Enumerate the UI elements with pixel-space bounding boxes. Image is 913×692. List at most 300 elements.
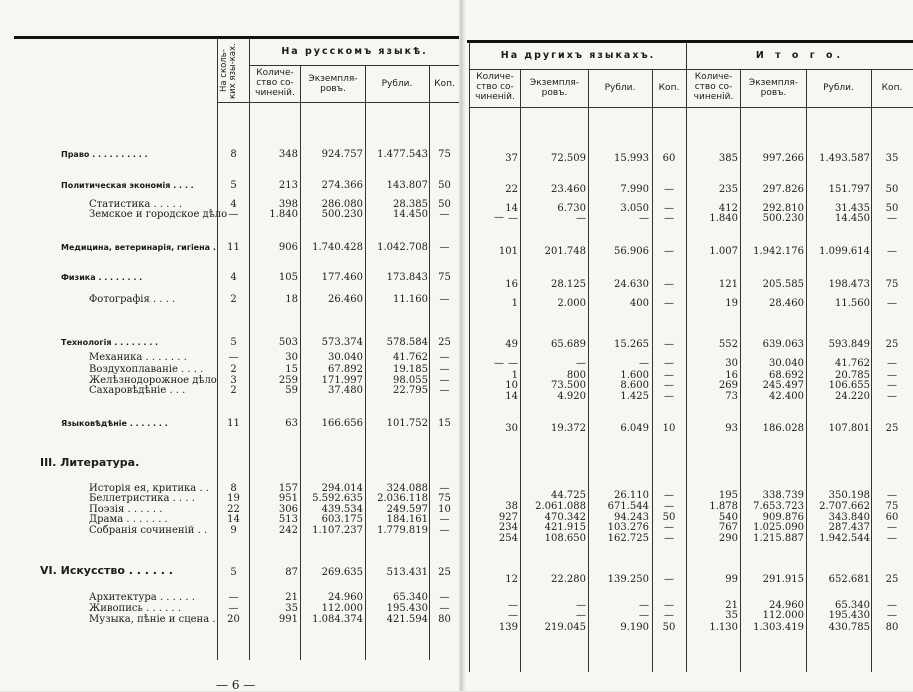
- left-header-subrule: [249, 65, 459, 66]
- other-kop-cell: —: [664, 490, 674, 501]
- page-number: — 6 —: [216, 678, 256, 692]
- total-rub-cell: 24.220: [835, 391, 870, 402]
- other-count-cell: 12: [505, 574, 518, 585]
- other-count-cell: 30: [505, 423, 518, 434]
- total-count-cell: 540: [718, 512, 738, 523]
- ru-count-cell: 157: [278, 483, 298, 494]
- ru-kop-cell: 50: [438, 199, 451, 210]
- row-label: Беллетристика . . . .: [89, 493, 195, 504]
- other-rub-cell: —: [639, 600, 649, 611]
- total-count-cell: 290: [718, 533, 738, 544]
- total-count-cell: 269: [718, 380, 738, 391]
- total-kop-cell: —: [887, 246, 897, 257]
- ru-kop-cell: —: [439, 385, 450, 396]
- other-count-cell: 10: [505, 380, 518, 391]
- total-copies-cell: 30.040: [769, 358, 804, 369]
- ru-kop-cell: 25: [438, 567, 451, 578]
- other-copies-cell: —: [576, 213, 586, 224]
- total-kop-cell: —: [887, 213, 897, 224]
- ru-kop-cell: 75: [438, 149, 451, 160]
- row-label: Право . . . . . . . . . .: [61, 150, 148, 159]
- total-kop-cell: 35: [885, 153, 899, 164]
- ru-kop-cell: 25: [438, 337, 451, 348]
- ru-kop-cell: 15: [438, 418, 451, 429]
- other-kop-cell: —: [664, 574, 674, 585]
- total-count-cell: 235: [718, 184, 738, 195]
- lang-count-cell: 22: [227, 504, 240, 515]
- russian-group-header: На русскомъ языкѣ.: [281, 46, 428, 57]
- ru-rub-cell: 173.843: [386, 272, 428, 283]
- ru-copies-cell: 177.460: [321, 272, 363, 283]
- total-rub-cell: 106.655: [828, 380, 870, 391]
- lang-count-cell: 5: [230, 567, 237, 578]
- lang-count-cell: 14: [227, 514, 240, 525]
- other-kop-cell: —: [664, 246, 674, 257]
- ru-copies-cell: 1.740.428: [312, 242, 363, 253]
- total-rub-cell: 350.198: [828, 490, 870, 501]
- total-count-cell: 1.878: [709, 501, 738, 512]
- ru-count-cell: 951: [278, 493, 298, 504]
- total-count-cell: 16: [725, 370, 738, 381]
- other-kop-cell: —: [664, 339, 674, 350]
- other-copies-cell: 219.045: [544, 622, 586, 633]
- ru-rub-cell: 1.779.819: [377, 525, 428, 536]
- row-label: Фотографія . . . .: [89, 294, 176, 305]
- lang-count-cell: —: [228, 352, 239, 363]
- ru-count-cell: 105: [278, 272, 298, 283]
- ru-copies-cell: 286.080: [321, 199, 363, 210]
- row-label: Собранія сочиненій . .: [89, 525, 208, 536]
- total-count-cell: 552: [718, 339, 738, 350]
- ru-count-cell: 213: [278, 180, 298, 191]
- total-count-cell: 35: [725, 610, 738, 621]
- total-kop-cell: 25: [885, 574, 899, 585]
- row-label: VI. Искусство . . . . . .: [40, 564, 173, 577]
- ru-rub-cell: 1.477.543: [377, 149, 428, 160]
- ru-count-cell: 30: [285, 352, 298, 363]
- other-kop-cell: —: [664, 610, 674, 621]
- ru-count-cell: 503: [278, 337, 298, 348]
- other-rub-cell: 1.600: [620, 370, 649, 381]
- total-copies-cell: 292.810: [762, 203, 804, 214]
- total-rub-cell: 107.801: [828, 423, 870, 434]
- total-kop-cell: —: [887, 391, 897, 402]
- other-kop-cell: —: [664, 533, 674, 544]
- other-rub-cell: —: [639, 213, 649, 224]
- total-copies-cell: 639.063: [762, 339, 804, 350]
- row-label: Языковѣдѣніе . . . . . . .: [61, 419, 168, 428]
- other-count-cell: 1: [511, 370, 518, 381]
- total-rub-cell: 1.493.587: [819, 153, 870, 164]
- other-count-cell: 49: [505, 339, 518, 350]
- row-label: Сахаровѣдѣніе . . .: [89, 385, 186, 396]
- total-rub-cell: 41.762: [835, 358, 870, 369]
- other-copies-cell: 65.689: [551, 339, 586, 350]
- other-kop-cell: —: [664, 370, 674, 381]
- row-label: Механика . . . . . . .: [89, 352, 187, 363]
- ru-count-cell: 398: [278, 199, 298, 210]
- total-rub-cell: 65.340: [835, 600, 870, 611]
- o-col-copies: Экземпля-ровъ.: [529, 78, 580, 98]
- other-rub-cell: 8.600: [620, 380, 649, 391]
- total-kop-cell: 75: [885, 501, 899, 512]
- other-count-cell: 16: [505, 279, 518, 290]
- total-kop-cell: —: [887, 610, 897, 621]
- other-copies-cell: —: [576, 600, 586, 611]
- other-copies-cell: 201.748: [544, 246, 586, 257]
- ru-rub-cell: 421.594: [386, 614, 428, 625]
- total-rub-cell: 2.707.662: [819, 501, 870, 512]
- total-kop-cell: —: [887, 490, 897, 501]
- other-copies-cell: 28.125: [551, 279, 586, 290]
- other-count-cell: 14: [505, 203, 518, 214]
- total-copies-cell: 997.266: [762, 153, 804, 164]
- ru-copies-cell: 37.480: [328, 385, 363, 396]
- right-divider-total: [686, 42, 687, 672]
- ru-count-cell: 35: [285, 603, 298, 614]
- other-count-cell: 101: [498, 246, 518, 257]
- lang-count-cell: 2: [230, 385, 237, 396]
- other-rub-cell: —: [639, 358, 649, 369]
- other-rub-cell: 1.425: [620, 391, 649, 402]
- total-rub-cell: 593.849: [828, 339, 870, 350]
- other-rub-cell: 24.630: [614, 279, 649, 290]
- ru-kop-cell: —: [439, 514, 450, 525]
- right-header-subrule: [469, 69, 913, 70]
- ru-rub-cell: 143.807: [386, 180, 428, 191]
- other-kop-cell: —: [664, 298, 674, 309]
- ru-kop-cell: —: [439, 352, 450, 363]
- other-group-header: На другихъ языкахъ.: [500, 50, 656, 61]
- other-count-cell: 1: [511, 298, 518, 309]
- ru-count-cell: 63: [285, 418, 298, 429]
- other-copies-cell: 4.920: [557, 391, 586, 402]
- other-kop-cell: —: [664, 184, 674, 195]
- total-copies-cell: 205.585: [762, 279, 804, 290]
- other-rub-cell: 9.190: [620, 622, 649, 633]
- ru-kop-cell: 50: [438, 180, 451, 191]
- total-rub-cell: 195.430: [828, 610, 870, 621]
- other-copies-cell: 108.650: [544, 533, 586, 544]
- total-count-cell: 99: [725, 574, 738, 585]
- total-count-cell: 1.130: [709, 622, 738, 633]
- row-label: Политическая экономія . . . .: [61, 181, 194, 190]
- other-rub-cell: 3.050: [620, 203, 649, 214]
- ru-count-cell: 306: [278, 504, 298, 515]
- lang-count-cell: 5: [230, 337, 237, 348]
- other-kop-cell: —: [664, 600, 674, 611]
- extra-dash-1: —: [494, 358, 504, 369]
- ru-kop-cell: —: [439, 375, 450, 386]
- total-rub-cell: 14.450: [835, 213, 870, 224]
- total-rub-cell: 198.473: [828, 279, 870, 290]
- other-kop-cell: 50: [662, 512, 676, 523]
- ru-count-cell: 259: [278, 375, 298, 386]
- ru-copies-cell: 274.366: [321, 180, 363, 191]
- ru-col-copies: Экземпля-ровъ.: [308, 74, 358, 94]
- ru-copies-cell: 166.656: [321, 418, 363, 429]
- other-rub-cell: 6.049: [620, 423, 649, 434]
- total-count-cell: 21: [725, 600, 738, 611]
- total-copies-cell: 28.460: [769, 298, 804, 309]
- total-copies-cell: 186.028: [762, 423, 804, 434]
- other-kop-cell: 10: [662, 423, 676, 434]
- other-count-cell: —: [508, 358, 518, 369]
- other-rub-cell: 103.276: [607, 522, 649, 533]
- other-copies-cell: 800: [566, 370, 586, 381]
- ru-rub-cell: 22.795: [393, 385, 428, 396]
- total-count-cell: 767: [718, 522, 738, 533]
- t-col-rub: Рубли.: [823, 83, 854, 93]
- lang-count-cell: 11: [227, 242, 240, 253]
- ru-rub-cell: 249.597: [386, 504, 428, 515]
- total-copies-cell: 112.000: [762, 610, 804, 621]
- other-copies-cell: 2.000: [557, 298, 586, 309]
- other-rub-cell: 671.544: [607, 501, 649, 512]
- other-rub-cell: 56.906: [614, 246, 649, 257]
- total-kop-cell: 80: [885, 622, 899, 633]
- total-copies-cell: 297.826: [762, 184, 804, 195]
- total-count-cell: 93: [725, 423, 738, 434]
- ru-rub-cell: 28.385: [393, 199, 428, 210]
- other-copies-cell: 19.372: [551, 423, 586, 434]
- total-rub-cell: 11.560: [835, 298, 870, 309]
- other-rub-cell: 139.250: [607, 574, 649, 585]
- ru-count-cell: 991: [278, 614, 298, 625]
- ru-kop-cell: —: [439, 525, 450, 536]
- ru-kop-cell: —: [439, 603, 450, 614]
- total-copies-cell: 245.497: [762, 380, 804, 391]
- t-col-copies: Экземпля-ровъ.: [748, 78, 799, 98]
- total-kop-cell: 50: [885, 184, 899, 195]
- ru-rub-cell: 1.042.708: [377, 242, 428, 253]
- other-rub-cell: 162.725: [607, 533, 649, 544]
- total-kop-cell: —: [887, 533, 897, 544]
- total-rub-cell: 287.437: [828, 522, 870, 533]
- ru-rub-cell: 11.160: [393, 294, 428, 305]
- other-kop-cell: —: [664, 279, 674, 290]
- ru-copies-cell: 294.014: [321, 483, 363, 494]
- total-rub-cell: 1.942.544: [819, 533, 870, 544]
- ru-count-cell: 18: [285, 294, 298, 305]
- t-col-kop: Коп.: [881, 83, 903, 93]
- total-group-header: И т о г о.: [755, 50, 845, 61]
- total-kop-cell: 25: [885, 423, 899, 434]
- ru-rub-cell: 513.431: [386, 567, 428, 578]
- total-copies-cell: 7.653.723: [753, 501, 804, 512]
- ru-kop-cell: —: [439, 364, 450, 375]
- ru-kop-cell: —: [439, 483, 450, 494]
- ru-count-cell: 21: [285, 592, 298, 603]
- total-count-cell: 121: [718, 279, 738, 290]
- other-kop-cell: —: [664, 391, 674, 402]
- total-kop-cell: —: [887, 380, 897, 391]
- total-kop-cell: 50: [885, 203, 899, 214]
- o-col-rub: Рубли.: [604, 83, 636, 93]
- total-copies-cell: 1.025.090: [753, 522, 804, 533]
- total-copies-cell: 24.960: [769, 600, 804, 611]
- ru-copies-cell: 924.757: [321, 149, 363, 160]
- other-copies-cell: 73.500: [551, 380, 586, 391]
- row-label: Медицина, ветеринарія, гигіена .: [61, 243, 216, 252]
- row-label: Драма . . . . . . .: [89, 514, 168, 525]
- other-copies-cell: 6.730: [557, 203, 586, 214]
- other-count-cell: —: [508, 600, 518, 611]
- ru-col-kop: Коп.: [434, 79, 455, 89]
- ru-copies-cell: 5.592.635: [312, 493, 363, 504]
- other-count-cell: 22: [505, 184, 518, 195]
- ru-count-cell: 513: [278, 514, 298, 525]
- ru-rub-cell: 2.036.118: [377, 493, 428, 504]
- extra-dash-2: —: [494, 212, 504, 223]
- total-copies-cell: 500.230: [762, 213, 804, 224]
- ru-copies-cell: 573.374: [321, 337, 363, 348]
- other-kop-cell: —: [664, 213, 674, 224]
- other-rub-cell: 15.265: [614, 339, 649, 350]
- lang-count-cell: 4: [230, 199, 237, 210]
- total-copies-cell: 1.303.419: [753, 622, 804, 633]
- total-rub-cell: 1.099.614: [819, 246, 870, 257]
- ru-kop-cell: 75: [438, 272, 451, 283]
- ru-col-rub: Рубли.: [381, 79, 413, 89]
- ru-count-cell: 348: [278, 149, 298, 160]
- left-top-rule: [14, 36, 459, 39]
- total-count-cell: 385: [718, 153, 738, 164]
- other-count-cell: 254: [498, 533, 518, 544]
- other-kop-cell: —: [664, 380, 674, 391]
- total-copies-cell: 68.692: [769, 370, 804, 381]
- ru-rub-cell: 65.340: [393, 592, 428, 603]
- other-count-cell: —: [508, 610, 518, 621]
- ru-count-cell: 242: [278, 525, 298, 536]
- total-kop-cell: —: [887, 298, 897, 309]
- ru-copies-cell: 1.107.237: [312, 525, 363, 536]
- row-label: Технологія . . . . . . . .: [61, 338, 159, 347]
- total-kop-cell: 75: [885, 279, 899, 290]
- total-kop-cell: —: [887, 358, 897, 369]
- total-copies-cell: 291.915: [762, 574, 804, 585]
- total-count-cell: 195: [718, 490, 738, 501]
- ru-count-cell: 906: [278, 242, 298, 253]
- total-kop-cell: —: [887, 600, 897, 611]
- other-rub-cell: 400: [629, 298, 649, 309]
- t-col-count: Количе-ство со-чиненій.: [693, 72, 734, 102]
- total-copies-cell: 1.942.176: [753, 246, 804, 257]
- other-count-cell: 139: [498, 622, 518, 633]
- ru-rub-cell: 324.088: [386, 483, 428, 494]
- total-rub-cell: 151.797: [828, 184, 870, 195]
- right-divider-left: [469, 42, 470, 672]
- ru-copies-cell: 26.460: [328, 294, 363, 305]
- total-rub-cell: 20.785: [835, 370, 870, 381]
- lang-count-cell: 9: [230, 525, 237, 536]
- ru-kop-cell: 10: [438, 504, 451, 515]
- ru-rub-cell: 19.185: [393, 364, 428, 375]
- other-kop-cell: —: [664, 501, 674, 512]
- other-kop-cell: —: [664, 522, 674, 533]
- lang-count-cell: —: [228, 209, 239, 220]
- total-count-cell: 1.840: [709, 213, 738, 224]
- book-gutter: [458, 0, 466, 691]
- ru-rub-cell: 41.762: [393, 352, 428, 363]
- row-label: Поэзія . . . . . .: [89, 504, 163, 515]
- ru-copies-cell: 171.997: [321, 375, 363, 386]
- other-rub-cell: —: [639, 610, 649, 621]
- ru-count-cell: 1.840: [269, 209, 298, 220]
- other-rub-cell: 94.243: [614, 512, 649, 523]
- right-top-rule: [467, 40, 913, 43]
- total-kop-cell: —: [887, 370, 897, 381]
- other-count-cell: 234: [498, 522, 518, 533]
- total-rub-cell: 343.840: [828, 512, 870, 523]
- left-header-bottomrule: [217, 102, 459, 103]
- ru-rub-cell: 578.584: [386, 337, 428, 348]
- total-copies-cell: 1.215.887: [753, 533, 804, 544]
- row-label: Земское и городское дѣло: [89, 209, 228, 220]
- lang-count-cell: 2: [230, 294, 237, 305]
- row-label: Статистика . . . . .: [89, 199, 183, 210]
- lang-count-cell: —: [228, 603, 239, 614]
- row-label: Воздухоплаваніе . . . .: [89, 364, 204, 375]
- other-copies-cell: 22.280: [551, 574, 586, 585]
- lang-count-cell: 4: [230, 272, 237, 283]
- row-label: Физика . . . . . . . .: [61, 273, 143, 282]
- total-kop-cell: 60: [885, 512, 899, 523]
- row-label: Живопись . . . . . .: [89, 603, 182, 614]
- ru-kop-cell: —: [439, 592, 450, 603]
- other-copies-cell: 44.725: [551, 490, 586, 501]
- other-rub-cell: 15.993: [614, 153, 649, 164]
- total-copies-cell: 42.400: [769, 391, 804, 402]
- ru-copies-cell: 269.635: [321, 567, 363, 578]
- row-label: Архитектура . . . . . .: [89, 592, 195, 603]
- lang-count-cell: 8: [230, 483, 237, 494]
- lang-count-header: На сколь-ких язы-ках.: [219, 43, 238, 99]
- other-copies-cell: 470.342: [544, 512, 586, 523]
- ru-copies-cell: 30.040: [328, 352, 363, 363]
- other-count-cell: 14: [505, 391, 518, 402]
- lang-count-cell: 2: [230, 364, 237, 375]
- ru-rub-cell: 195.430: [386, 603, 428, 614]
- other-kop-cell: —: [664, 203, 674, 214]
- total-kop-cell: —: [887, 522, 897, 533]
- row-label: Исторія ея, критика . .: [89, 483, 209, 494]
- ru-copies-cell: 439.534: [321, 504, 363, 515]
- row-label: Музыка, пѣніе и сцена .: [89, 614, 216, 625]
- lang-count-cell: 19: [227, 493, 240, 504]
- ru-rub-cell: 14.450: [393, 209, 428, 220]
- ru-copies-cell: 112.000: [321, 603, 363, 614]
- total-kop-cell: 25: [885, 339, 899, 350]
- other-count-cell: 37: [505, 153, 518, 164]
- ru-kop-cell: —: [439, 294, 450, 305]
- o-col-kop: Коп.: [658, 83, 680, 93]
- total-count-cell: 1.007: [709, 246, 738, 257]
- lang-count-cell: 3: [230, 375, 237, 386]
- ru-rub-cell: 101.752: [386, 418, 428, 429]
- ru-rub-cell: 184.161: [386, 514, 428, 525]
- ru-copies-cell: 24.960: [328, 592, 363, 603]
- lang-count-cell: 11: [227, 418, 240, 429]
- ru-kop-cell: 80: [438, 614, 451, 625]
- other-count-cell: —: [508, 213, 518, 224]
- o-col-count: Количе-ство со-чиненій.: [475, 72, 515, 102]
- other-copies-cell: —: [576, 358, 586, 369]
- total-count-cell: 73: [725, 391, 738, 402]
- ru-rub-cell: 98.055: [393, 375, 428, 386]
- other-count-cell: 927: [498, 512, 518, 523]
- ru-count-cell: 87: [285, 567, 298, 578]
